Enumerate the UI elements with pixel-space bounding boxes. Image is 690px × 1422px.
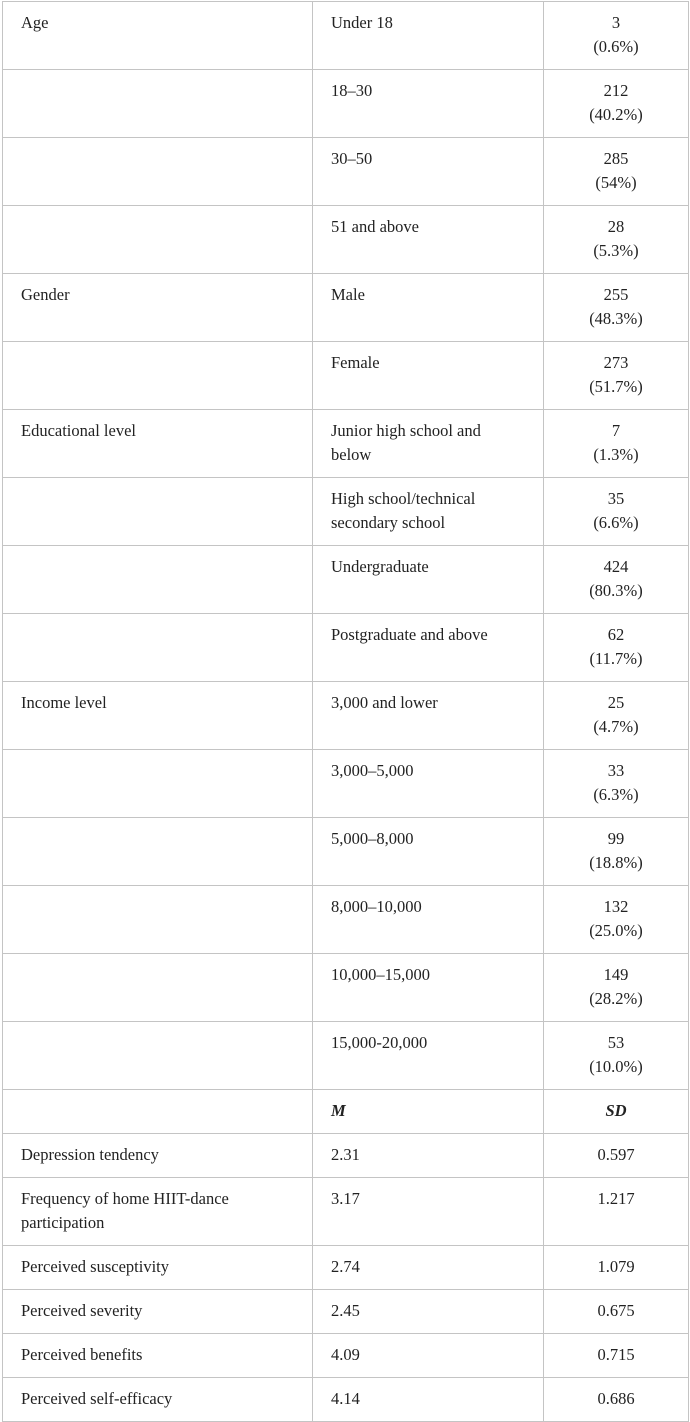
value-cell: 132 (25.0%) (544, 886, 689, 954)
variable-cell (3, 138, 313, 206)
stat-variable-cell: Perceived benefits (3, 1334, 313, 1378)
category-cell: 3,000–5,000 (313, 750, 544, 818)
stat-variable-cell: Perceived severity (3, 1290, 313, 1334)
table-row (3, 546, 689, 614)
category-cell: Undergraduate (313, 546, 544, 614)
table-row (3, 70, 689, 138)
stat-variable-cell: Frequency of home HIIT-dance participation (3, 1178, 313, 1246)
stats-header-blank (3, 1090, 313, 1134)
table-row (3, 954, 689, 1022)
category-cell: 5,000–8,000 (313, 818, 544, 886)
table-row (3, 1290, 689, 1334)
value-cell: 33 (6.3%) (544, 750, 689, 818)
table-row (3, 1246, 689, 1290)
variable-cell (3, 818, 313, 886)
variable-cell (3, 750, 313, 818)
value-cell: 3 (0.6%) (544, 2, 689, 70)
mean-cell: 3.17 (313, 1178, 544, 1246)
value-cell: 25 (4.7%) (544, 682, 689, 750)
value-cell: 285 (54%) (544, 138, 689, 206)
variable-cell (3, 478, 313, 546)
variable-cell (3, 546, 313, 614)
category-cell: High school/technical secondary school (313, 478, 544, 546)
variable-cell: Age (3, 2, 313, 70)
sd-cell: 0.686 (544, 1378, 689, 1422)
sd-cell: 1.217 (544, 1178, 689, 1246)
variable-cell: Educational level (3, 410, 313, 478)
value-cell: 273 (51.7%) (544, 342, 689, 410)
variable-cell (3, 614, 313, 682)
category-cell: 51 and above (313, 206, 544, 274)
table-row (3, 206, 689, 274)
category-cell: Junior high school and below (313, 410, 544, 478)
variable-cell: Gender (3, 274, 313, 342)
table-row (3, 478, 689, 546)
sd-cell: 0.597 (544, 1134, 689, 1178)
category-cell: 18–30 (313, 70, 544, 138)
category-cell: Male (313, 274, 544, 342)
demographics-table (2, 1, 689, 1422)
table-row (3, 750, 689, 818)
category-cell: 8,000–10,000 (313, 886, 544, 954)
table-row (3, 1022, 689, 1090)
stat-variable-cell: Perceived self-efficacy (3, 1378, 313, 1422)
category-cell: 15,000-20,000 (313, 1022, 544, 1090)
mean-cell: 4.09 (313, 1334, 544, 1378)
sd-cell: 0.715 (544, 1334, 689, 1378)
table-row (3, 138, 689, 206)
value-cell: 62 (11.7%) (544, 614, 689, 682)
stat-variable-cell: Depression tendency (3, 1134, 313, 1178)
variable-cell (3, 206, 313, 274)
sd-header: SD (544, 1090, 689, 1134)
value-cell: 424 (80.3%) (544, 546, 689, 614)
category-cell: 3,000 and lower (313, 682, 544, 750)
stats-header-row (3, 1090, 689, 1134)
table-row (3, 410, 689, 478)
table-row (3, 2, 689, 70)
variable-cell (3, 886, 313, 954)
table-row (3, 1178, 689, 1246)
variable-cell (3, 342, 313, 410)
sd-cell: 1.079 (544, 1246, 689, 1290)
variable-cell: Income level (3, 682, 313, 750)
stat-variable-cell: Perceived susceptivity (3, 1246, 313, 1290)
table-row (3, 342, 689, 410)
table-row (3, 682, 689, 750)
value-cell: 149 (28.2%) (544, 954, 689, 1022)
value-cell: 28 (5.3%) (544, 206, 689, 274)
value-cell: 255 (48.3%) (544, 274, 689, 342)
mean-header: M (313, 1090, 544, 1134)
variable-cell (3, 70, 313, 138)
value-cell: 7 (1.3%) (544, 410, 689, 478)
value-cell: 212 (40.2%) (544, 70, 689, 138)
table-row (3, 1334, 689, 1378)
table-row (3, 614, 689, 682)
mean-cell: 4.14 (313, 1378, 544, 1422)
table-row (3, 1134, 689, 1178)
variable-cell (3, 1022, 313, 1090)
value-cell: 35 (6.6%) (544, 478, 689, 546)
table-row (3, 818, 689, 886)
sd-cell: 0.675 (544, 1290, 689, 1334)
table-row (3, 886, 689, 954)
category-cell: 30–50 (313, 138, 544, 206)
category-cell: Postgraduate and above (313, 614, 544, 682)
table-row (3, 274, 689, 342)
table-row (3, 1378, 689, 1422)
category-cell: Female (313, 342, 544, 410)
category-cell: Under 18 (313, 2, 544, 70)
variable-cell (3, 954, 313, 1022)
mean-cell: 2.31 (313, 1134, 544, 1178)
value-cell: 99 (18.8%) (544, 818, 689, 886)
mean-cell: 2.74 (313, 1246, 544, 1290)
category-cell: 10,000–15,000 (313, 954, 544, 1022)
mean-cell: 2.45 (313, 1290, 544, 1334)
value-cell: 53 (10.0%) (544, 1022, 689, 1090)
